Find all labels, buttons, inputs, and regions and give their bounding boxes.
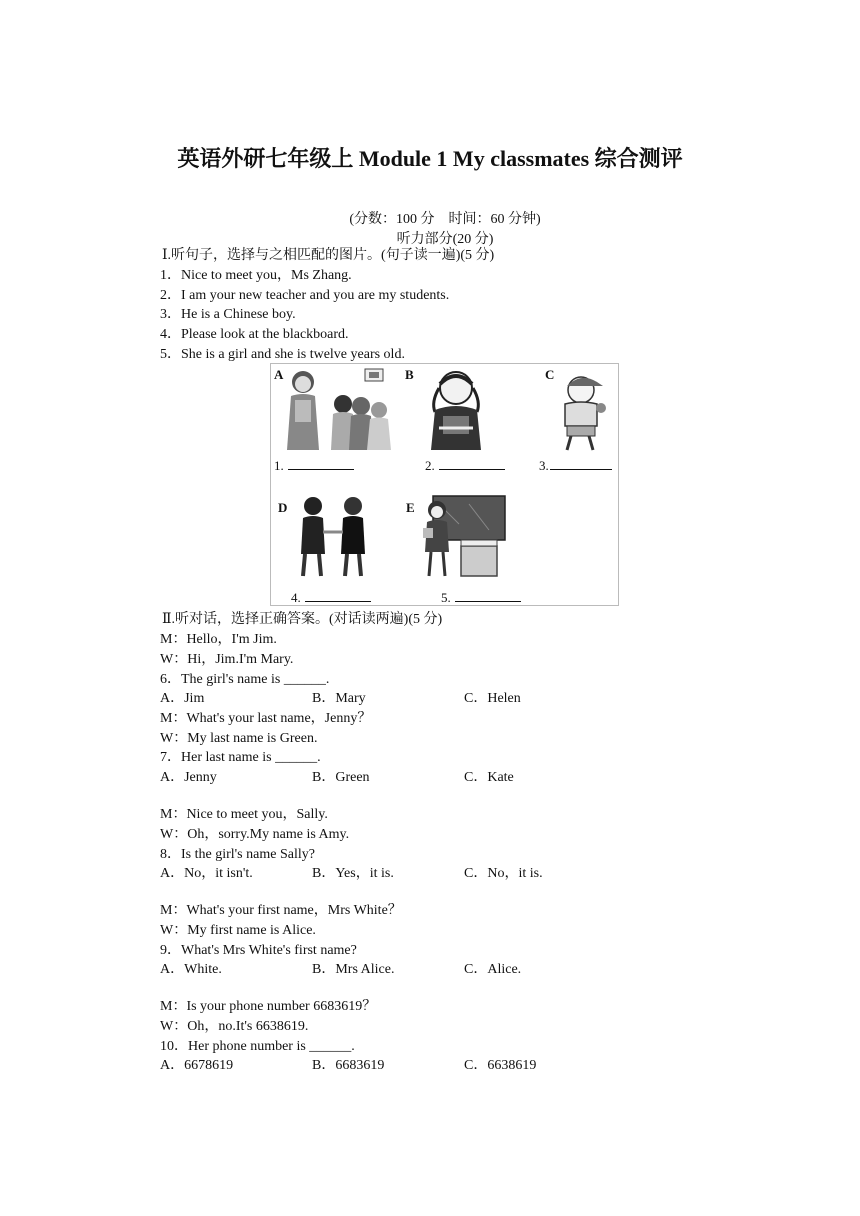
question-text: 8．Is the girl's name Sally? bbox=[160, 847, 315, 862]
answer-option: A．Jenny bbox=[160, 770, 217, 785]
picture-blank: 1. bbox=[274, 457, 354, 474]
answer-option: C．6638619 bbox=[464, 1058, 537, 1073]
section1-item: 2．I am your new teacher and you are my students. bbox=[160, 288, 450, 303]
dialogue-line: M：Hello，I'm Jim. bbox=[160, 632, 277, 647]
picture-letter: E bbox=[406, 500, 415, 515]
answer-option: A．Jim bbox=[160, 691, 205, 706]
dialogue-line: W：Hi，Jim.I'm Mary. bbox=[160, 652, 294, 667]
listening-header: 听力部分(20 分) bbox=[396, 232, 494, 247]
dialogue-line: M：Nice to meet you，Sally. bbox=[160, 807, 328, 822]
answer-option: B．Mary bbox=[312, 691, 366, 706]
section1-item: 4．Please look at the blackboard. bbox=[160, 327, 349, 342]
answer-option: B．Mrs Alice. bbox=[312, 962, 395, 977]
picture-a-illustration bbox=[273, 366, 399, 452]
answer-option: C．Kate bbox=[464, 770, 514, 785]
picture-letter: D bbox=[278, 500, 288, 515]
answer-option: C．No，it is. bbox=[464, 866, 543, 881]
picture-letter: A bbox=[274, 367, 284, 382]
section1-item: 3．He is a Chinese boy. bbox=[160, 307, 296, 322]
answer-option: B．Yes，it is. bbox=[312, 866, 394, 881]
question-text: 9．What's Mrs White's first name? bbox=[160, 943, 357, 958]
dialogue-line: W：My last name is Green. bbox=[160, 731, 318, 746]
picture-d-illustration bbox=[291, 492, 381, 580]
answer-option: A．No，it isn't. bbox=[160, 866, 253, 881]
question-text: 7．Her last name is ______. bbox=[160, 750, 321, 765]
picture-c-illustration bbox=[543, 370, 613, 452]
picture-panel bbox=[270, 363, 619, 606]
answer-option: B．Green bbox=[312, 770, 370, 785]
dialogue-line: M：Is your phone number 6683619？ bbox=[160, 999, 377, 1014]
picture-letter: C bbox=[545, 367, 555, 382]
picture-letter: B bbox=[405, 367, 414, 382]
answer-option: A．White. bbox=[160, 962, 222, 977]
page-title: 英语外研七年级上 Module 1 My classmates 综合测评 bbox=[177, 146, 683, 171]
picture-blank: 2. bbox=[425, 457, 505, 474]
dialogue-line: W：Oh，sorry.My name is Amy. bbox=[160, 827, 350, 842]
question-text: 10．Her phone number is ______. bbox=[160, 1039, 355, 1054]
answer-option: C．Alice. bbox=[464, 962, 522, 977]
answer-option: A．6678619 bbox=[160, 1058, 234, 1073]
dialogue-line: W：My first name is Alice. bbox=[160, 923, 316, 938]
dialogue-line: M：What's your first name，Mrs White？ bbox=[160, 903, 402, 918]
picture-blank: 4. bbox=[291, 589, 371, 606]
section1-instruction: Ⅰ.听句子，选择与之相匹配的图片。(句子读一遍)(5 分) bbox=[162, 248, 495, 263]
score-info: (分数：100 分 时间：60 分钟) bbox=[349, 212, 541, 227]
section2-instruction: Ⅱ.听对话，选择正确答案。(对话读两遍)(5 分) bbox=[162, 612, 443, 627]
picture-blank: 3. bbox=[539, 457, 612, 474]
answer-option: C．Helen bbox=[464, 691, 521, 706]
section1-item: 1．Nice to meet you，Ms Zhang. bbox=[160, 268, 352, 283]
answer-option: B．6683619 bbox=[312, 1058, 385, 1073]
section1-item: 5．She is a girl and she is twelve years old. bbox=[160, 347, 405, 362]
dialogue-line: M：What's your last name，Jenny？ bbox=[160, 711, 372, 726]
picture-b-illustration bbox=[411, 366, 501, 452]
dialogue-line: W：Oh，no.It's 6638619. bbox=[160, 1019, 309, 1034]
picture-e-illustration bbox=[419, 494, 509, 580]
question-text: 6．The girl's name is ______. bbox=[160, 672, 330, 687]
picture-blank: 5. bbox=[441, 589, 521, 606]
